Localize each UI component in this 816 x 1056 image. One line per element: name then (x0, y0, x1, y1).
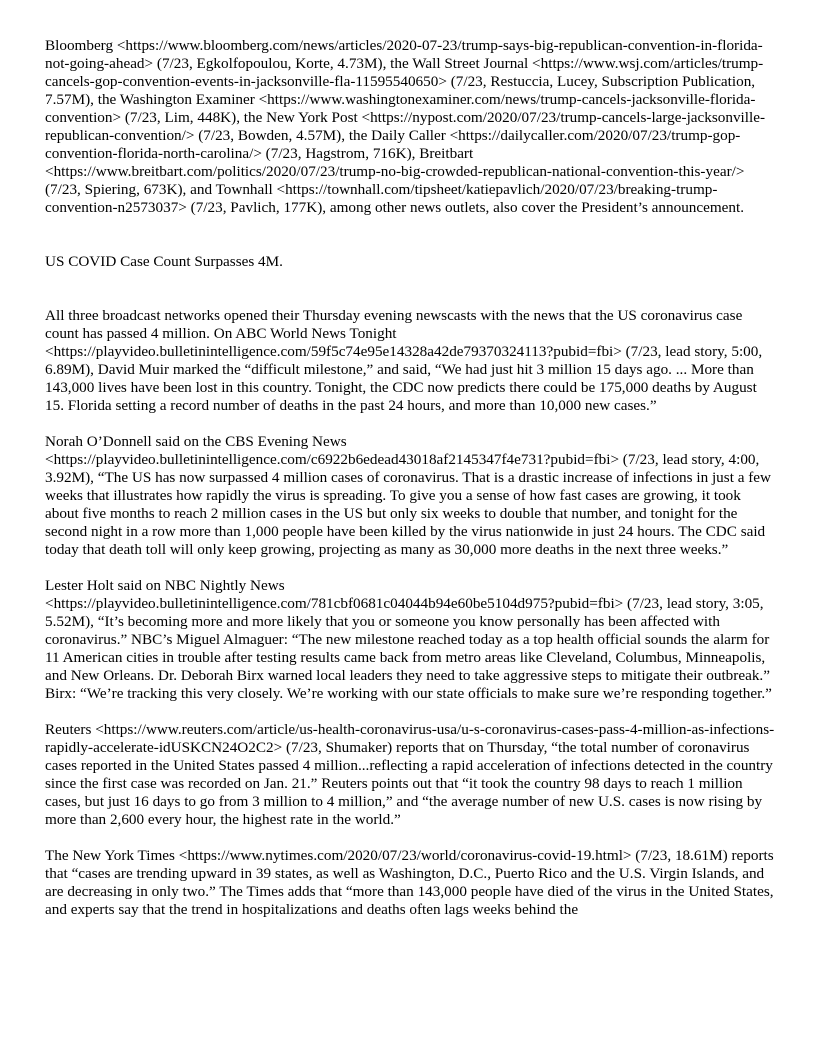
paragraph-abc-news: All three broadcast networks opened their Thursday evening newscasts with the news that the US coronavirus case count has passed 4 million. On ABC World News Tonight <https://playvideo.bulletinintelligence.com/59f5c74e95e14328a42de79370324113?pubid=fbi> (7/23, lead story, 5:00, 6.89M), David Muir marked the “difficult milestone,” and said, “We had just hit 3 million 15 days ago. ... More than 143,000 lives have been lost in this country. Tonight, the CDC now predicts there could be 175,000 deaths by August 15. Florida setting a record number of deaths in the past 24 hours, and more than 10,000 new cases.” (45, 307, 763, 414)
paragraph-reuters: Reuters <https://www.reuters.com/article/us-health-coronavirus-usa/u-s-coronavirus-cases-pass-4-million-as-infections-rapidly-accelerate-idUSKCN24O2C2> (7/23, Shumaker) reports that on Thursday, “the total number of coronavirus cases reported in the United States passed 4 million...reflecting a rapid acceleration of infections detected in the country since the first case was recorded on Jan. 21.” Reuters points out that “it took the country 98 days to reach 1 million cases, but just 16 days to go from 3 million to 4 million,” and “the average number of new U.S. cases is now rising by more than 2,600 every hour, the highest rate in the world.” (45, 721, 775, 828)
paragraph-nytimes: The New York Times <https://www.nytimes.com/2020/07/23/world/coronavirus-covid-19.html> (7/23, 18.61M) reports that “cases are trending upward in 39 states, as well as Washington, D.C., Puerto Rico and the U.S. Virgin Islands, and are decreasing in only two.” The Times adds that “more than 143,000 people have died of the virus in the United States, and experts say that the trend in hospitalizations and deaths often lags weeks behind the (45, 847, 774, 918)
spacer (45, 271, 775, 307)
section-heading: US COVID Case Count Surpasses 4M. (45, 253, 283, 270)
paragraph-convention-coverage: Bloomberg <https://www.bloomberg.com/news/articles/2020-07-23/trump-says-big-republican-convention-in-florida-not-going-ahead> (7/23, Egkolfopoulou, Korte, 4.73M), the Wall Street Journal <https://www.wsj.com/articles/trump-cancels-gop-convention-events-in-jacksonville-fla-11595540650> (7/23, Restuccia, Lucey, Subscription Publication, 7.57M), the Washington Examiner <https://www.washingtonexaminer.com/news/trump-cancels-jacksonville-florida-convention> (7/23, Lim, 448K), the New York Post <https://nypost.com/2020/07/23/trump-cancels-large-jacksonville-republican-convention/> (7/23, Bowden, 4.57M), the Daily Caller <https://dailycaller.com/2020/07/23/trump-gop-convention-florida-north-carolina/> (7/23, Hagstrom, 716K), Breitbart <https://www.breitbart.com/politics/2020/07/23/trump-no-big-crowded-republican-national-convention-this-year/> (7/23, Spiering, 673K), and Townhall <https://townhall.com/tipsheet/katiepavlich/2020/07/23/breaking-trump-convention-n2573037> (7/23, Pavlich, 177K), among other news outlets, also cover the President’s announcement. (45, 37, 766, 216)
paragraph-cbs-news: Norah O’Donnell said on the CBS Evening News <https://playvideo.bulletinintelligence.com/c6922b6edead43018af2145347f4e731?pubid=fbi> (7/23, lead story, 4:00, 3.92M), “The US has now surpassed 4 million cases of coronavirus. That is a drastic increase of infections in just a few weeks that illustrates how rapidly the virus is spreading. To give you a sense of how fast cases are growing, it took about five months to reach 2 million cases in the US but only six weeks to double that number, and tonight for the second night in a row more than 1,000 people have been killed by the virus nationwide in just 24 hours. The CDC said today that death toll will only keep growing, projecting as many as 30,000 more deaths in the next three weeks.” (45, 433, 772, 558)
spacer (45, 703, 775, 721)
spacer (45, 559, 775, 577)
paragraph-nbc-news: Lester Holt said on NBC Nightly News <https://playvideo.bulletinintelligence.com/781cbf0681c04044b94e60be5104d975?pubid=fbi> (7/23, lead story, 3:05, 5.52M), “It’s becoming more and more likely that you or someone you know personally has been affected with coronavirus.” NBC’s Miguel Almaguer: “The new milestone reached today as a top health official sounds the alarm for 11 American cities in trouble after testing results came back from metro areas like Cleveland, Columbus, Minneapolis, and New Orleans. Dr. Deborah Birx warned local leaders they need to take aggressive steps to mitigate their outbreak.” Birx: “We’re tracking this very closely. We’re working with our state officials to make sure we’re responding together.” (45, 577, 772, 702)
spacer (45, 415, 775, 433)
document-page (45, 37, 775, 919)
spacer (45, 217, 775, 253)
spacer (45, 829, 775, 847)
